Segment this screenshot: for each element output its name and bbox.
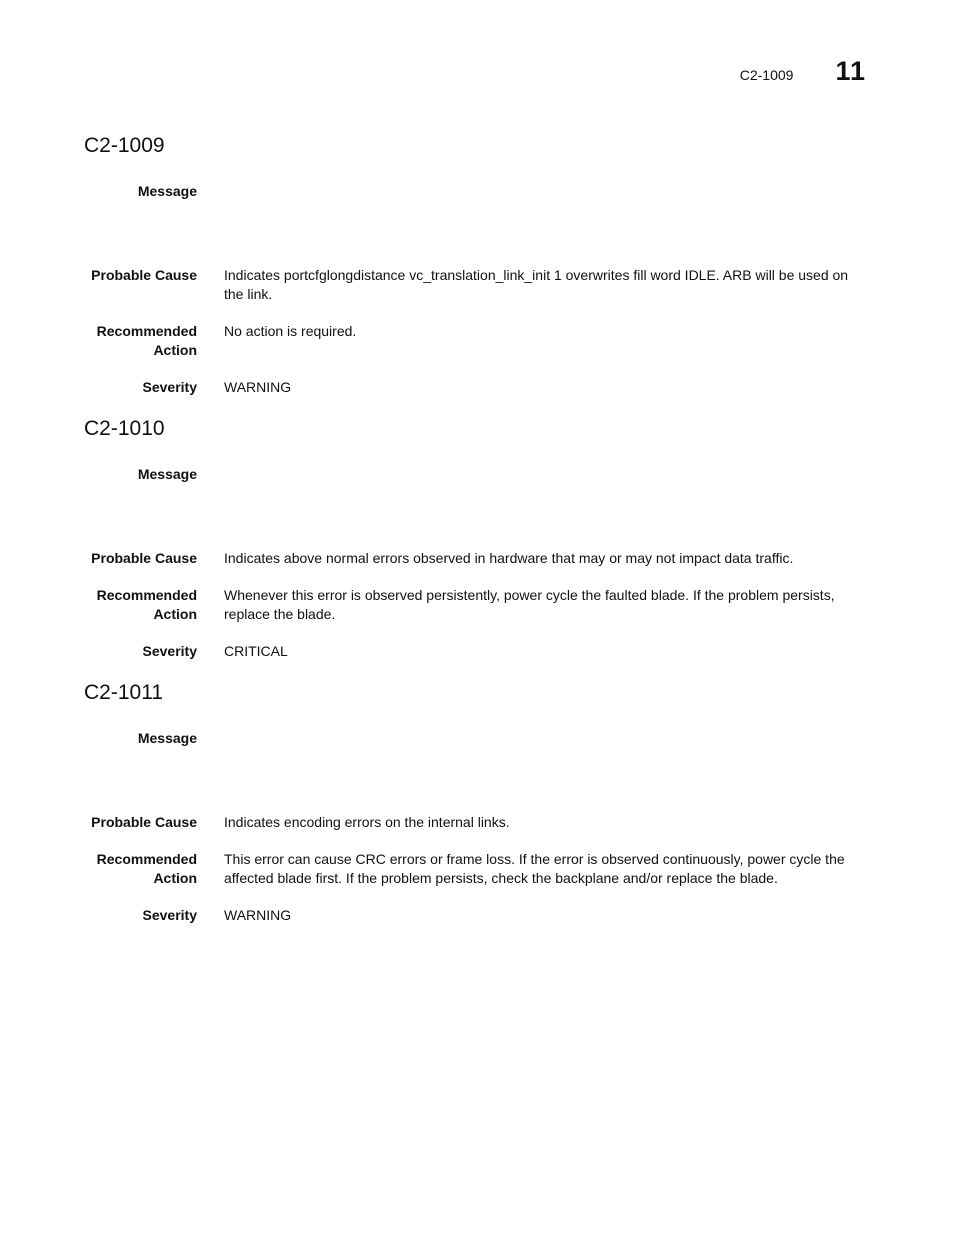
message-row — [84, 182, 870, 248]
probable-cause-value: Indicates above normal errors observed in hardware that may or may not impact data traffic. — [224, 550, 794, 566]
severity-value: WARNING — [224, 907, 292, 923]
probable-cause-row — [84, 549, 870, 568]
recommended-action-value: Whenever this error is observed persistently, power cycle the faulted blade. If the problem persists, replace the blade. — [224, 587, 835, 622]
message-label: Message — [137, 183, 197, 199]
recommended-action-value: No action is required. — [224, 323, 357, 339]
message-row — [84, 729, 870, 795]
recommended-action-label: Recommended Action — [96, 323, 197, 358]
severity-label: Severity — [142, 379, 197, 395]
severity-value: WARNING — [224, 379, 292, 395]
message-label: Message — [137, 466, 197, 482]
running-title: C2-1009 — [739, 67, 794, 83]
message-value — [224, 729, 870, 795]
recommended-action-row — [84, 850, 870, 888]
recommended-action-row — [84, 322, 870, 360]
severity-row — [84, 378, 870, 397]
section-title: C2-1010 — [84, 417, 165, 440]
section-title: C2-1009 — [84, 134, 165, 157]
recommended-action-label: Recommended Action — [96, 587, 197, 622]
recommended-action-value: This error can cause CRC errors or frame loss. If the error is observed continuously, power cycle the affected blade first. If the problem persists, check the backplane and/or replace the blade. — [224, 851, 845, 886]
severity-value: CRITICAL — [224, 643, 288, 659]
probable-cause-label: Probable Cause — [91, 814, 197, 830]
message-label: Message — [137, 730, 197, 746]
chapter-number: 11 — [835, 56, 866, 86]
section-title: C2-1011 — [84, 681, 163, 704]
message-row — [84, 465, 870, 531]
severity-label: Severity — [142, 643, 197, 659]
document-body — [84, 132, 870, 943]
probable-cause-value: Indicates portcfglongdistance vc_translation_link_init 1 overwrites fill word IDLE. ARB will be used on the link. — [224, 267, 849, 302]
probable-cause-label: Probable Cause — [91, 550, 197, 566]
message-value — [224, 465, 870, 531]
severity-label: Severity — [142, 907, 197, 923]
severity-row — [84, 906, 870, 925]
probable-cause-label: Probable Cause — [91, 267, 197, 283]
message-section-c2-1011 — [84, 679, 870, 925]
probable-cause-value: Indicates encoding errors on the internal links. — [224, 814, 510, 830]
severity-row — [84, 642, 870, 661]
running-header — [740, 56, 866, 87]
probable-cause-row — [84, 266, 870, 304]
recommended-action-row — [84, 586, 870, 624]
recommended-action-label: Recommended Action — [96, 851, 197, 886]
probable-cause-row — [84, 813, 870, 832]
message-section-c2-1010 — [84, 415, 870, 661]
message-section-c2-1009 — [84, 132, 870, 397]
message-value — [224, 182, 870, 248]
